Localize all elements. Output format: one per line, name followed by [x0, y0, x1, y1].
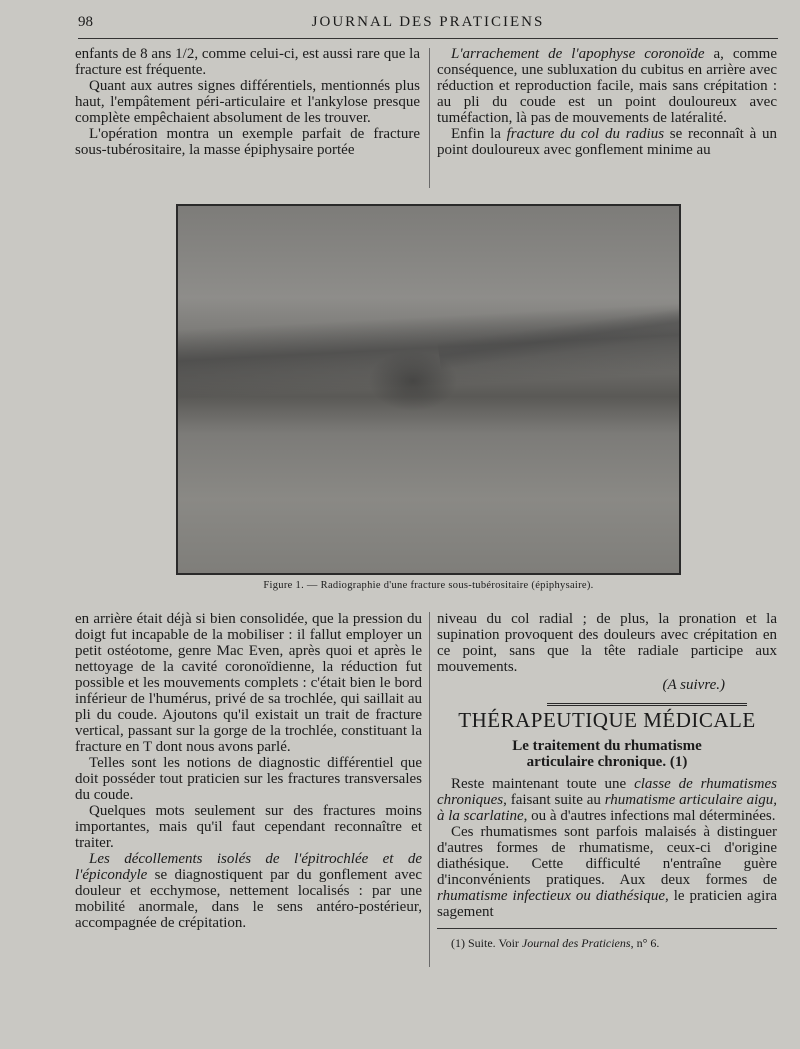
paragraph: Quant aux autres signes différentiels, mentionnés plus haut, l'empâtement péri-articulaire et l'ankylose presque complète empêchaient absolument de les trouver.: [75, 78, 420, 126]
italic-term: L'arrachement de l'apophyse coronoïde: [451, 46, 705, 62]
paragraph: [437, 126, 777, 158]
paragraph: L'opération montra un exemple parfait de fracture sous-tubérositaire, la masse épiphysaire portée: [75, 126, 420, 158]
paragraph-text: a, comme conséquence, une subluxation du cubitus en arrière avec réduction et reproduction facile, mais sans crépitation : au pli du coude est un point douloureux avec tuméfaction, là pas de mouvements de latéralité.: [437, 46, 778, 126]
paragraph-text: Enfin la: [451, 126, 507, 142]
fracture-shadow: [368, 351, 458, 411]
to-be-continued: (A suivre.): [662, 677, 725, 693]
section-title: THÉRAPEUTIQUE MÉDICALE: [458, 708, 756, 732]
article-title: Le traitement du rhumatisme: [512, 738, 702, 754]
footnote-rule: [437, 928, 777, 929]
section-rule: [547, 703, 747, 706]
column-divider: [429, 48, 430, 188]
left-column-bottom: [75, 611, 422, 931]
paragraph: [437, 776, 777, 824]
left-column-top: [75, 46, 420, 158]
right-column-top: [437, 46, 777, 158]
figure-caption: Figure 1. — Radiographie d'une fracture sous-tubérositaire (épiphysaire).: [263, 580, 594, 591]
paragraph-text: se reconnaît à un point douloureux avec gonflement minime au: [437, 126, 777, 158]
header-rule: [78, 38, 778, 39]
paragraph: Quelques mots seulement sur des fractures moins importantes, mais qu'il faut cependant reconnaître et traiter.: [75, 803, 422, 851]
right-column-bottom: [437, 611, 777, 951]
paragraph-text: , ou à d'autres infections mal déterminées.: [523, 808, 776, 824]
paragraph: enfants de 8 ans 1/2, comme celui-ci, est aussi rare que la fracture est fréquente.: [75, 46, 420, 78]
running-title: JOURNAL DES PRATICIENS: [311, 14, 545, 30]
paragraph: en arrière était déjà si bien consolidée, que la pression du doigt fut incapable de la mobiliser : il fallut employer un petit ostéotome, genre Mac Even, après quoi et après le nettoyage de la cavité coronoïdienne, la réduction fut possible et les mouvements complets : c'était bien le bord inférieur de l'humérus, privé de sa trochlée, qui saillait au pli du coude. Ajoutons qu'il existait un trait de fracture vertical, passant sur la gorge de la trochlée, constituant la fracture en T dont nous avons parlé.: [75, 611, 422, 755]
italic-term: rhumatisme infectieux ou diathésique: [437, 888, 665, 904]
paragraph-text: Ces rhumatismes sont parfois malaisés à distinguer d'autres formes de rhumatisme, ceux-ci d'origine diathésique. Cette difficulté n'entraîne guère d'inconvénients pratiques. Aux deux formes de: [437, 824, 777, 888]
paragraph: niveau du col radial ; de plus, la pronation et la supination provoquent des douleurs avec crépitation en ce point, sans que la tête radiale participe aux mouvements.: [437, 611, 777, 675]
footnote-text: (1) Suite. Voir: [451, 936, 522, 950]
paragraph: Telles sont les notions de diagnostic différentiel que doit posséder tout praticien sur les fractures transversales du coude.: [75, 755, 422, 803]
page-header: [78, 14, 778, 36]
paragraph-text: se diagnostiquent par du gonflement avec douleur et ecchymose, nettement localisés : par une mobilité anormale, dans le sens antéro-postérieur, accompagnée de crépitation.: [75, 867, 422, 931]
column-divider: [429, 612, 430, 967]
paragraph-text: Reste maintenant toute une: [451, 776, 635, 792]
footnote-text: , n° 6.: [630, 936, 660, 950]
radiograph-figure: [176, 204, 681, 575]
article-title: articulaire chronique. (1): [526, 754, 688, 770]
footnote: [437, 935, 777, 951]
paragraph-text: , faisant suite au: [503, 792, 605, 808]
paragraph: [437, 824, 777, 920]
italic-term: fracture du col du radius: [506, 126, 665, 142]
italic-term: rhumatisme articulaire aigu, à la scarlatine: [437, 792, 777, 824]
journal-name: Journal des Praticiens: [521, 936, 631, 950]
paragraph: [75, 851, 422, 931]
paragraph: [437, 46, 777, 126]
italic-term: classe de rhumatismes chroniques: [437, 776, 777, 808]
paragraph-text: , le praticien agira sagement: [437, 888, 777, 920]
italic-term: Les décollements isolés de l'épitrochlée et de l'épicondyle: [75, 851, 422, 883]
page-number: 98: [78, 14, 93, 30]
